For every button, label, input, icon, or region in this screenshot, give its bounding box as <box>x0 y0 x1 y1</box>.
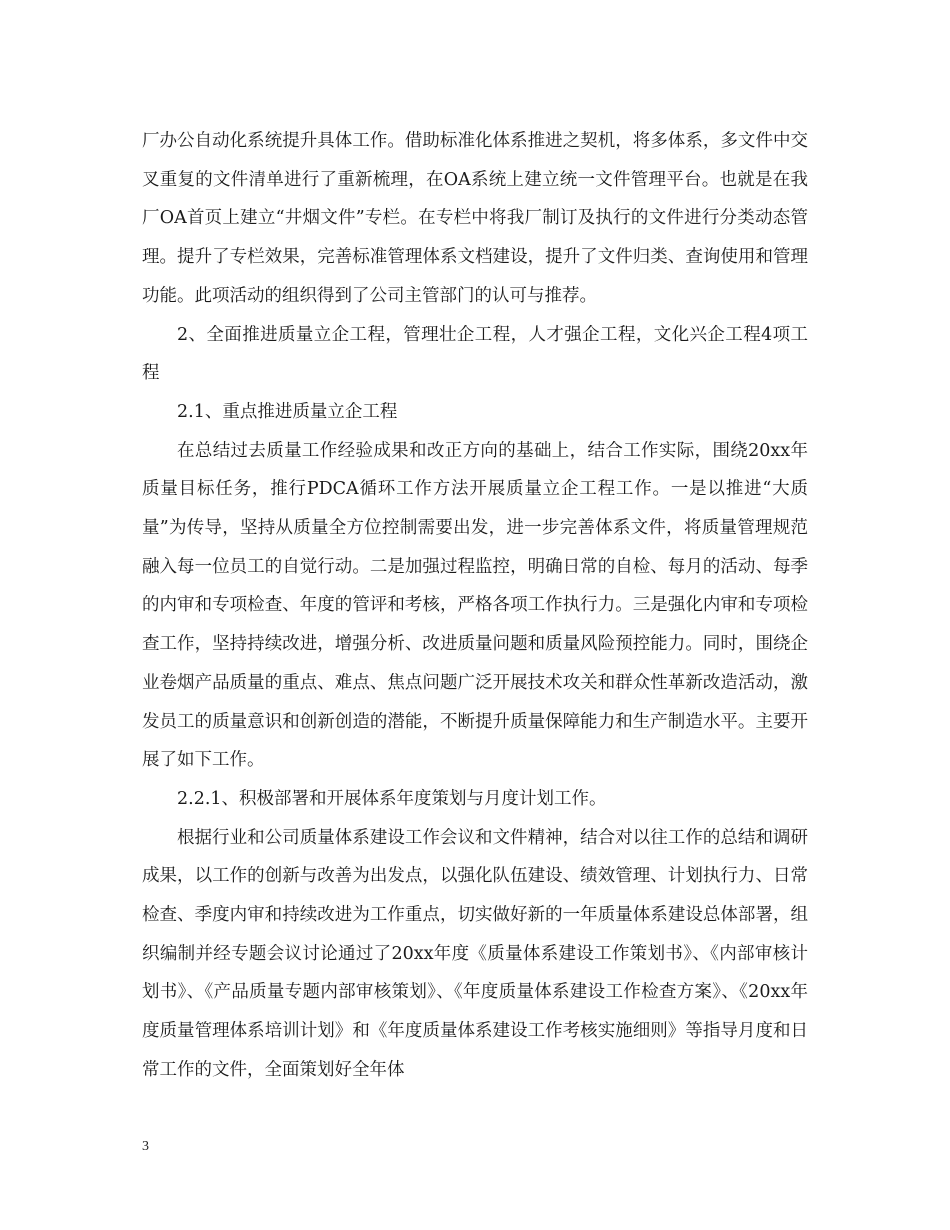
page-number: 3 <box>142 1139 149 1154</box>
document-body <box>142 122 808 1090</box>
paragraph-oa-system: 厂办公自动化系统提升具体工作。借助标准化体系推进之契机，将多体系，多文件中交叉重复的文件清单进行了重新梳理，在OA系统上建立统一文件管理平台。也就是在我厂OA首页上建立“井烟文件”专栏。在专栏中将我厂制订及执行的文件进行分类动态管理。提升了专栏效果，完善标准管理体系文档建设，提升了文件归类、查询使用和管理功能。此项活动的组织得到了公司主管部门的认可与推荐。 <box>142 131 808 306</box>
heading-quality-project: 2.1、重点推进质量立企工程 <box>177 401 398 422</box>
paragraph-annual-planning: 根据行业和公司质量体系建设工作会议和文件精神，结合对以往工作的总结和调研成果，以工作的创新与改善为出发点，以强化队伍建设、绩效管理、计划执行力、日常检查、季度内审和持续改进为工作重点，切实做好新的一年质量体系建设总体部署，组织编制并经专题会议讨论通过了20xx年度《质量体系建设工作策划书》、《内部审核计划书》、《产品质量专题内部审核策划》、《年度质量体系建设工作检查方案》、《20xx年度质量管理体系培训计划》和《年度质量体系建设工作考核实施细则》等指导月度和日常工作的文件，全面策划好全年体 <box>142 827 808 1080</box>
paragraph-quality-summary: 在总结过去质量工作经验成果和改正方向的基础上，结合工作实际，围绕20xx年质量目标任务，推行PDCA循环工作方法开展质量立企工程工作。一是以推进“大质量”为传导，坚持从质量全方位控制需要出发，进一步完善体系文件，将质量管理规范融入每一位员工的自觉行动。二是加强过程监控，明确日常的自检、每月的活动、每季的内审和专项检查、年度的管评和考核，严格各项工作执行力。三是强化内审和专项检查工作，坚持持续改进，增强分析、改进质量问题和质量风险预控能力。同时，围绕企业卷烟产品质量的重点、难点、焦点问题广泛开展技术攻关和群众性革新改造活动，激发员工的质量意识和创新创造的潜能，不断提升质量保障能力和生产制造水平。主要开展了如下工作。 <box>142 440 808 771</box>
heading-four-projects: 2、全面推进质量立企工程，管理壮企工程，人才强企工程，文化兴企工程4项工程 <box>142 324 808 384</box>
heading-annual-planning: 2.2.1、积极部署和开展体系年度策划与月度计划工作。 <box>177 788 607 809</box>
